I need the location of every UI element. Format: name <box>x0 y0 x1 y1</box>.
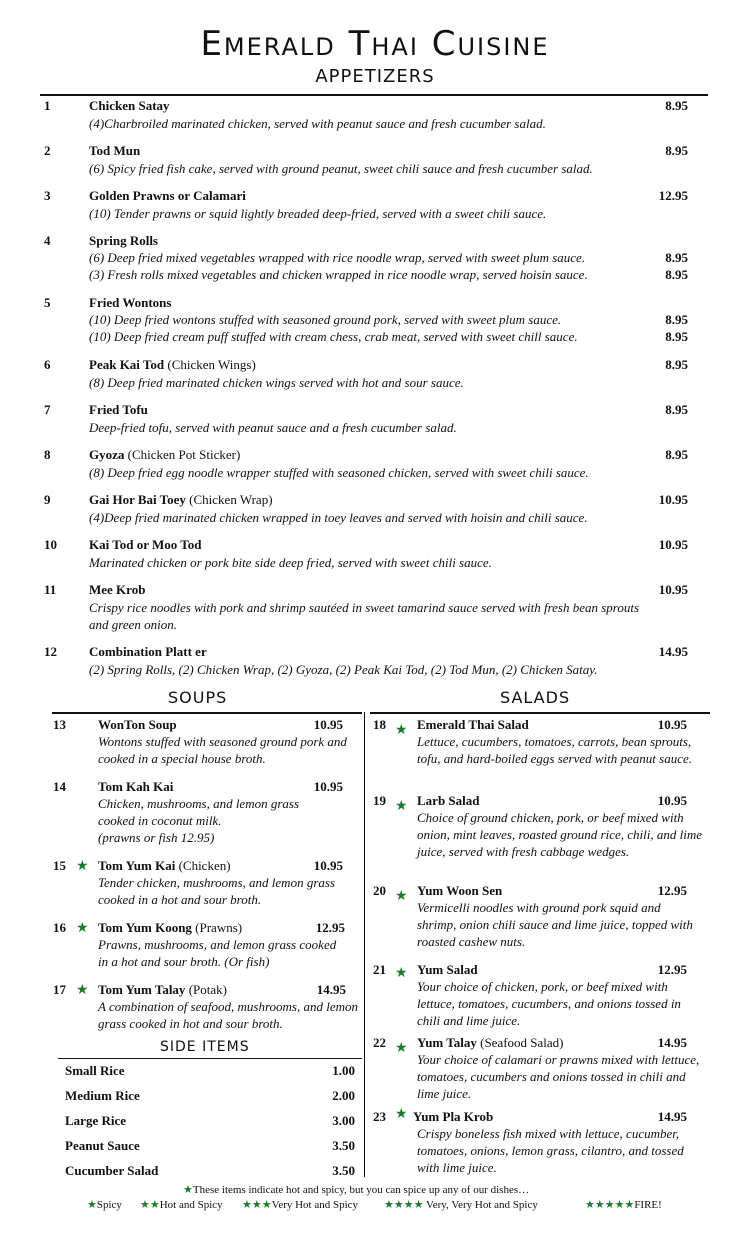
side-item-price: 3.50 <box>332 1138 355 1153</box>
star-icon: ★ <box>87 1199 97 1211</box>
item-number: 4 <box>44 233 51 248</box>
item-name: Fried Tofu <box>89 402 148 417</box>
item-description: (6) Deep fried mixed vegetables wrapped with rice noodle wrap, served with sweet plum sauce. <box>89 250 586 265</box>
star-icon: ★★ <box>140 1199 160 1211</box>
item-name-text: Yum Talay <box>417 1035 477 1050</box>
spicy-star-icon: ★ <box>395 966 408 981</box>
item-price: 14.95 <box>658 644 688 659</box>
section-title-side-items: SIDE ITEMS <box>160 1039 250 1055</box>
side-item-label: Medium Rice <box>65 1088 140 1103</box>
item-number: 21 <box>373 962 386 977</box>
item-description: (10) Deep fried wontons stuffed with seasoned ground pork, served with sweet plum sauce. <box>89 312 562 327</box>
item-description: Vermicelli noodles with ground pork squid and shrimp, onion chili sauce and lime juice, topped with roasted cashew nuts. <box>417 900 693 949</box>
item-number: 19 <box>373 793 386 808</box>
item-price: 14.95 <box>657 1035 687 1050</box>
item-description: (6) Spicy fried fish cake, served with ground peanut, sweet chili sauce and fresh cucumber salad. <box>89 161 593 176</box>
spice-level-label: Very, Very Hot and Spicy <box>423 1199 538 1211</box>
item-description: Your choice of calamari or prawns mixed with lettuce, tomatoes, cucumbers and onions tossed in chili and lime juice. <box>417 1052 700 1101</box>
spicy-star-icon: ★ <box>76 921 89 936</box>
item-number: 13 <box>53 717 66 732</box>
column-divider <box>364 712 365 1177</box>
item-name-text: Gai Hor Bai Toey <box>89 492 186 507</box>
item-description: (10) Deep fried cream puff stuffed with cream chess, crab meat, served with sweet chill sauce. <box>89 329 578 344</box>
item-price: 8.95 <box>665 447 688 462</box>
item-description: Lettuce, cucumbers, tomatoes, carrots, bean sprouts, tofu, and hard-boiled eggs served with peanut sauce. <box>417 734 693 766</box>
item-number: 11 <box>44 582 57 597</box>
spicy-star-icon: ★ <box>395 889 408 904</box>
item-name: Fried Wontons <box>89 295 172 310</box>
item-name <box>89 356 256 373</box>
item-description-text: Chicken, mushrooms, and lemon grass cooked in coconut milk. <box>98 796 300 828</box>
item-price: 10.95 <box>658 582 688 597</box>
item-number: 16 <box>53 920 66 935</box>
item-description: Tender chicken, mushrooms, and lemon grass cooked in a hot and sour broth. <box>98 875 335 907</box>
side-item-price: 3.50 <box>332 1163 355 1178</box>
item-price: 8.95 <box>665 250 688 265</box>
side-item-label: Small Rice <box>65 1063 125 1078</box>
soups-rule <box>52 712 362 714</box>
item-number: 2 <box>44 143 51 158</box>
item-name <box>89 446 240 463</box>
item-description: Deep-fried tofu, served with peanut sauce and a fresh cucumber salad. <box>89 420 457 435</box>
side-item-label: Large Rice <box>65 1113 127 1128</box>
item-description: Marinated chicken or pork bite side deep fried, served with sweet chili sauce. <box>89 555 492 570</box>
item-description: (10) Tender prawns or squid lightly breaded deep-fried, served with a sweet chili sauce. <box>89 206 547 221</box>
item-description: (3) Fresh rolls mixed vegetables and chicken wrapped in rice noodle wrap, served hoisin sauce. <box>89 267 588 282</box>
spice-level-label: FIRE! <box>634 1199 662 1211</box>
item-number: 23 <box>373 1109 386 1124</box>
spice-level <box>140 1198 223 1211</box>
item-number: 20 <box>373 883 386 898</box>
item-price: 8.95 <box>665 143 688 158</box>
spicy-star-icon: ★ <box>395 1107 408 1122</box>
item-name: Chicken Satay <box>89 98 170 113</box>
salads-rule <box>370 712 710 714</box>
item-name-text: Tom Yum Koong <box>98 920 192 935</box>
spice-level-label: Very Hot and Spicy <box>271 1199 359 1211</box>
item-price: 12.95 <box>657 962 687 977</box>
item-name: Combination Platt er <box>89 644 207 659</box>
star-icon: ★★★ <box>242 1199 272 1211</box>
item-name-alt: (Chicken Wings) <box>167 357 256 372</box>
item-name-alt: (Chicken Pot Sticker) <box>127 447 241 462</box>
spice-level <box>384 1198 538 1211</box>
item-number: 18 <box>373 717 386 732</box>
section-title-appetizers: APPETIZERS <box>315 66 435 87</box>
item-number: 6 <box>44 357 51 372</box>
item-description: (4)Charbroiled marinated chicken, served with peanut sauce and fresh cucumber salad. <box>89 116 546 131</box>
item-price: 8.95 <box>665 312 688 327</box>
item-name: Yum Pla Krob <box>413 1109 494 1124</box>
item-number: 5 <box>44 295 51 310</box>
item-price: 10.95 <box>313 858 343 873</box>
item-name: Yum Salad <box>417 962 478 977</box>
item-price: 12.95 <box>315 920 345 935</box>
spice-level <box>242 1198 358 1211</box>
item-price-note: (prawns or fish 12.95) <box>98 830 215 845</box>
item-name: Larb Salad <box>417 793 480 808</box>
legend-note-text: These items indicate hot and spicy, but you can spice up any of our dishes… <box>192 1184 530 1196</box>
item-name: Emerald Thai Salad <box>417 717 529 732</box>
item-number: 10 <box>44 537 57 552</box>
item-number: 17 <box>53 982 66 997</box>
item-number: 8 <box>44 447 51 462</box>
section-title-soups: SOUPS <box>168 688 228 707</box>
item-name: Tod Mun <box>89 143 141 158</box>
item-description: Crispy boneless fish mixed with lettuce, cucumber, tomatoes, onions, lemon grass, cilantro, and tossed with lime juice. <box>417 1126 684 1175</box>
item-description: Choice of ground chicken, pork, or beef mixed with onion, mint leaves, roasted ground rice, chili, and lime juice, served with fresh cabbage wedges. <box>417 810 702 859</box>
side-item-price: 1.00 <box>332 1063 355 1078</box>
star-icon: ★★★★ <box>384 1199 424 1211</box>
item-description: Your choice of chicken, pork, or beef mixed with lettuce, tomatoes, cucumbers, and onions tossed in chili and lime juice. <box>417 979 681 1028</box>
side-item-price: 3.00 <box>332 1113 355 1128</box>
item-name-alt: (Potak) <box>188 982 227 997</box>
item-name-text: Tom Yum Kai <box>98 858 176 873</box>
spice-level-label: Hot and Spicy <box>159 1199 223 1211</box>
item-description: (8) Deep fried egg noodle wrapper stuffed with seasoned chicken, served with sweet chili sauce. <box>89 465 589 480</box>
item-name-alt: (Chicken Wrap) <box>189 492 273 507</box>
item-name-alt: (Prawns) <box>195 920 243 935</box>
item-price: 10.95 <box>657 717 687 732</box>
appetizers-rule <box>40 94 708 96</box>
item-name <box>98 919 242 936</box>
item-price: 8.95 <box>665 267 688 282</box>
item-name-text: Peak Kai Tod <box>89 357 165 372</box>
item-number: 7 <box>44 402 51 417</box>
item-description: Crispy rice noodles with pork and shrimp sautéed in sweet tamarind sauce served with fresh bean sprouts and green onion. <box>89 600 640 632</box>
item-name-text: Gyoza <box>89 447 125 462</box>
item-price: 10.95 <box>313 779 343 794</box>
side-item-price: 2.00 <box>332 1088 355 1103</box>
item-name: Spring Rolls <box>89 233 158 248</box>
item-description: (2) Spring Rolls, (2) Chicken Wrap, (2) Gyoza, (2) Peak Kai Tod, (2) Tod Mun, (2) Chicken Satay. <box>89 662 598 677</box>
spicy-star-icon: ★ <box>76 859 89 874</box>
item-description <box>98 795 338 846</box>
item-price: 12.95 <box>657 883 687 898</box>
item-name <box>98 857 231 874</box>
spicy-star-icon: ★ <box>395 799 408 814</box>
restaurant-title: Emerald Thai Cuisine <box>200 24 550 64</box>
item-number: 3 <box>44 188 51 203</box>
item-number: 14 <box>53 779 66 794</box>
item-name: Kai Tod or Moo Tod <box>89 537 202 552</box>
item-number: 12 <box>44 644 57 659</box>
item-price: 10.95 <box>658 492 688 507</box>
item-name <box>417 1034 564 1051</box>
item-price: 8.95 <box>665 329 688 344</box>
item-price: 8.95 <box>665 357 688 372</box>
item-name: Yum Woon Sen <box>417 883 503 898</box>
item-name: Mee Krob <box>89 582 146 597</box>
spicy-star-icon: ★ <box>395 1041 408 1056</box>
item-description: (4)Deep fried marinated chicken wrapped in toey leaves and served with hoisin and chili sauce. <box>89 510 588 525</box>
item-name-text: Tom Yum Talay <box>98 982 186 997</box>
item-price: 14.95 <box>657 1109 687 1124</box>
item-name-alt: (Chicken) <box>178 858 231 873</box>
item-price: 8.95 <box>665 98 688 113</box>
item-price: 12.95 <box>658 188 688 203</box>
side-item-label: Cucumber Salad <box>65 1163 159 1178</box>
spicy-star-icon: ★ <box>76 983 89 998</box>
section-title-salads: SALADS <box>500 688 571 707</box>
item-price: 8.95 <box>665 402 688 417</box>
spice-level <box>585 1198 662 1211</box>
item-description: Prawns, mushrooms, and lemon grass cooked in a hot and sour broth. (Or fish) <box>98 937 337 969</box>
spicy-star-icon: ★ <box>395 723 408 738</box>
spice-legend-note <box>183 1183 529 1196</box>
item-description: Wontons stuffed with seasoned ground pork and cooked in a special house broth. <box>98 734 347 766</box>
item-name: WonTon Soup <box>98 717 177 732</box>
item-number: 22 <box>373 1035 386 1050</box>
item-price: 10.95 <box>657 793 687 808</box>
item-description: (8) Deep fried marinated chicken wings served with hot and sour sauce. <box>89 375 464 390</box>
side-item-label: Peanut Sauce <box>65 1138 140 1153</box>
item-price: 10.95 <box>313 717 343 732</box>
item-name: Tom Kah Kai <box>98 779 174 794</box>
star-icon: ★★★★★ <box>585 1199 635 1211</box>
item-price: 14.95 <box>316 982 346 997</box>
side-items-rule <box>58 1058 362 1059</box>
item-number: 9 <box>44 492 51 507</box>
item-name-alt: (Seafood Salad) <box>480 1035 564 1050</box>
item-number: 15 <box>53 858 66 873</box>
item-number: 1 <box>44 98 51 113</box>
item-name <box>89 491 273 508</box>
item-description: A combination of seafood, mushrooms, and lemon grass cooked in hot and sour broth. <box>98 999 358 1031</box>
item-name <box>98 981 227 998</box>
item-price: 10.95 <box>658 537 688 552</box>
spice-level <box>87 1198 122 1211</box>
spice-level-label: Spicy <box>96 1199 122 1211</box>
star-icon: ★ <box>183 1184 193 1196</box>
item-name: Golden Prawns or Calamari <box>89 188 246 203</box>
